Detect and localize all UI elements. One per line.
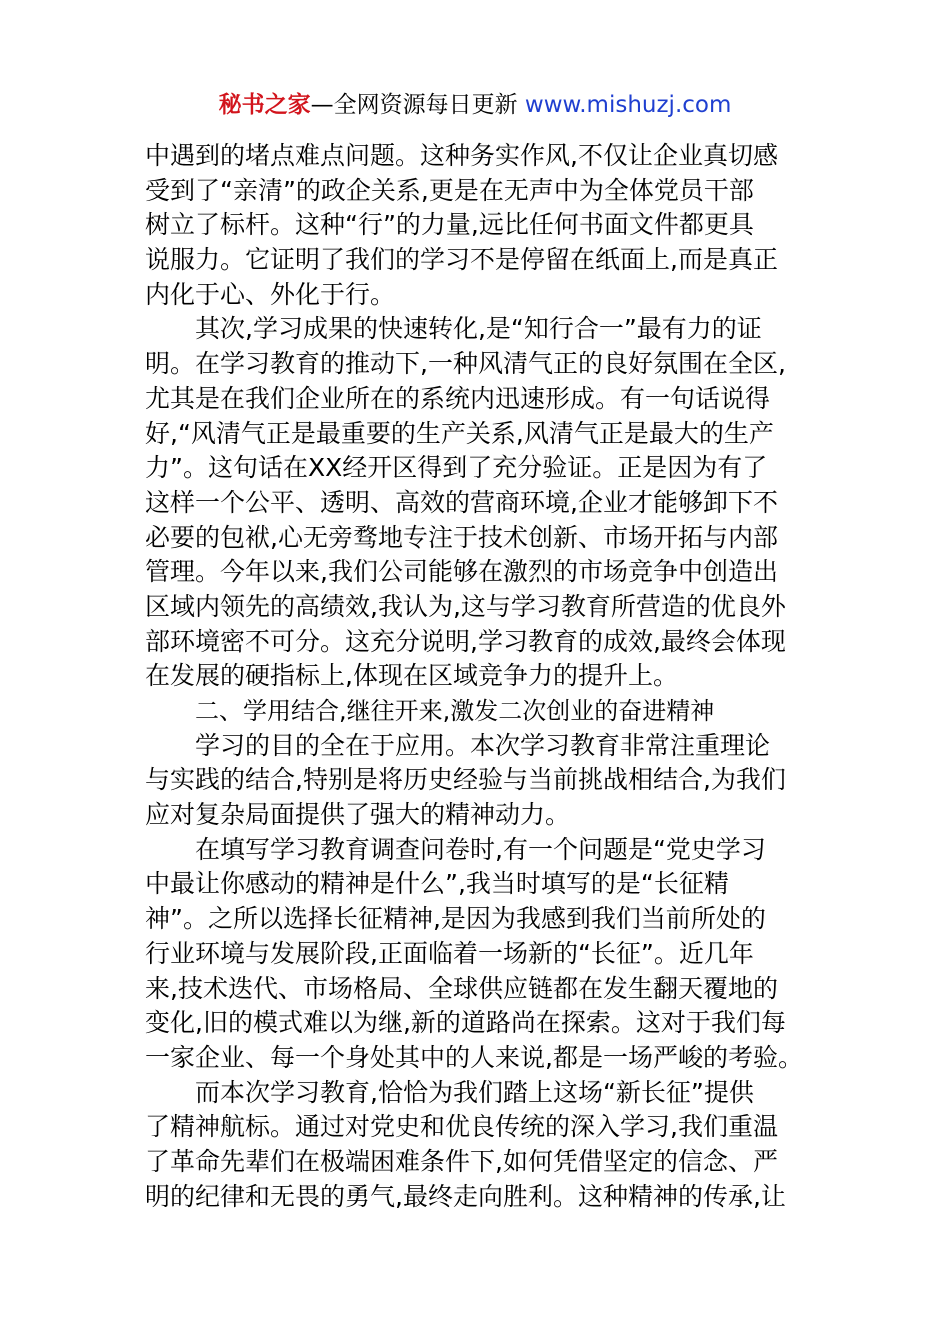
header-tagline: —全网资源每日更新 <box>310 92 525 118</box>
text-line: 这样一个公平、透明、高效的营商环境,企业才能够卸下不 <box>145 487 778 517</box>
document-body <box>145 139 810 1214</box>
text-line: 部环境密不可分。这充分说明,学习教育的成效,最终会体现 <box>145 626 786 656</box>
text-line: 树立了标杆。这种“行”的力量,远比任何书面文件都更具 <box>145 210 754 240</box>
text-line: 中最让你感动的精神是什么”,我当时填写的是“长征精 <box>145 869 729 899</box>
header-brand: 秘书之家 <box>218 92 311 118</box>
text-line: 中遇到的堵点难点问题。这种务实作风,不仅让企业真切感 <box>145 141 778 170</box>
text-line: 明。在学习教育的推动下,一种风清气正的良好氛围在全区, <box>145 349 786 379</box>
text-line: 受到了“亲清”的政企关系,更是在无声中为全体党员干部 <box>145 175 754 205</box>
text-line: 了革命先辈们在极端困难条件下,如何凭借坚定的信念、严 <box>145 1146 778 1176</box>
section-heading: 二、学用结合,继往开来,激发二次创业的奋进精神 <box>195 697 715 725</box>
text-line: 一家企业、每一个身处其中的人来说,都是一场严峻的考验。 <box>145 1042 803 1072</box>
text-line: 必要的包袱,心无旁骛地专注于技术创新、市场开拓与内部 <box>145 522 778 552</box>
paragraph-start: 学习的目的全在于应用。本次学习教育非常注重理论 <box>195 730 771 760</box>
paragraph-start: 在填写学习教育调查问卷时,有一个问题是“党史学习 <box>195 834 766 864</box>
text-line: 行业环境与发展阶段,正面临着一场新的“长征”。近几年 <box>145 938 754 968</box>
text-line: 来,技术迭代、市场格局、全球供应链都在发生翻天覆地的 <box>145 973 778 1003</box>
text-line: 在发展的硬指标上,体现在区域竞争力的提升上。 <box>145 661 678 691</box>
text-line: 管理。今年以来,我们公司能够在激烈的市场竞争中创造出 <box>145 557 778 587</box>
text-line: 尤其是在我们企业所在的系统内迅速形成。有一句话说得 <box>145 383 771 413</box>
text-line: 变化,旧的模式难以为继,新的道路尚在探索。这对于我们每 <box>145 1008 786 1038</box>
text-line: 明的纪律和无畏的勇气,最终走向胜利。这种精神的传承,让 <box>145 1181 786 1211</box>
text-line: 区域内领先的高绩效,我认为,这与学习教育所营造的优良外 <box>145 591 786 621</box>
text-line: 内化于心、外化于行。 <box>145 279 396 309</box>
text-line: 好,“风清气正是最重要的生产关系,风清气正是最大的生产 <box>145 418 774 448</box>
text-line: 力”。这句话在XX经开区得到了充分验证。正是因为有了 <box>145 453 768 483</box>
text-line: 神”。之所以选择长征精神,是因为我感到我们当前所处的 <box>145 904 766 934</box>
page-header <box>0 88 950 122</box>
paragraph-start: 其次,学习成果的快速转化,是“知行合一”最有力的证 <box>195 314 762 344</box>
text-line: 了精神航标。通过对党史和优良传统的深入学习,我们重温 <box>145 1112 778 1142</box>
text-line: 应对复杂局面提供了强大的精神动力。 <box>145 800 571 830</box>
text-line: 与实践的结合,特别是将历史经验与当前挑战相结合,为我们 <box>145 765 786 795</box>
header-site-link[interactable]: www.mishuzj.com <box>524 92 732 118</box>
paragraph-start: 而本次学习教育,恰恰为我们踏上这场“新长征”提供 <box>195 1077 754 1107</box>
text-line: 说服力。它证明了我们的学习不是停留在纸面上,而是真正 <box>145 245 778 275</box>
